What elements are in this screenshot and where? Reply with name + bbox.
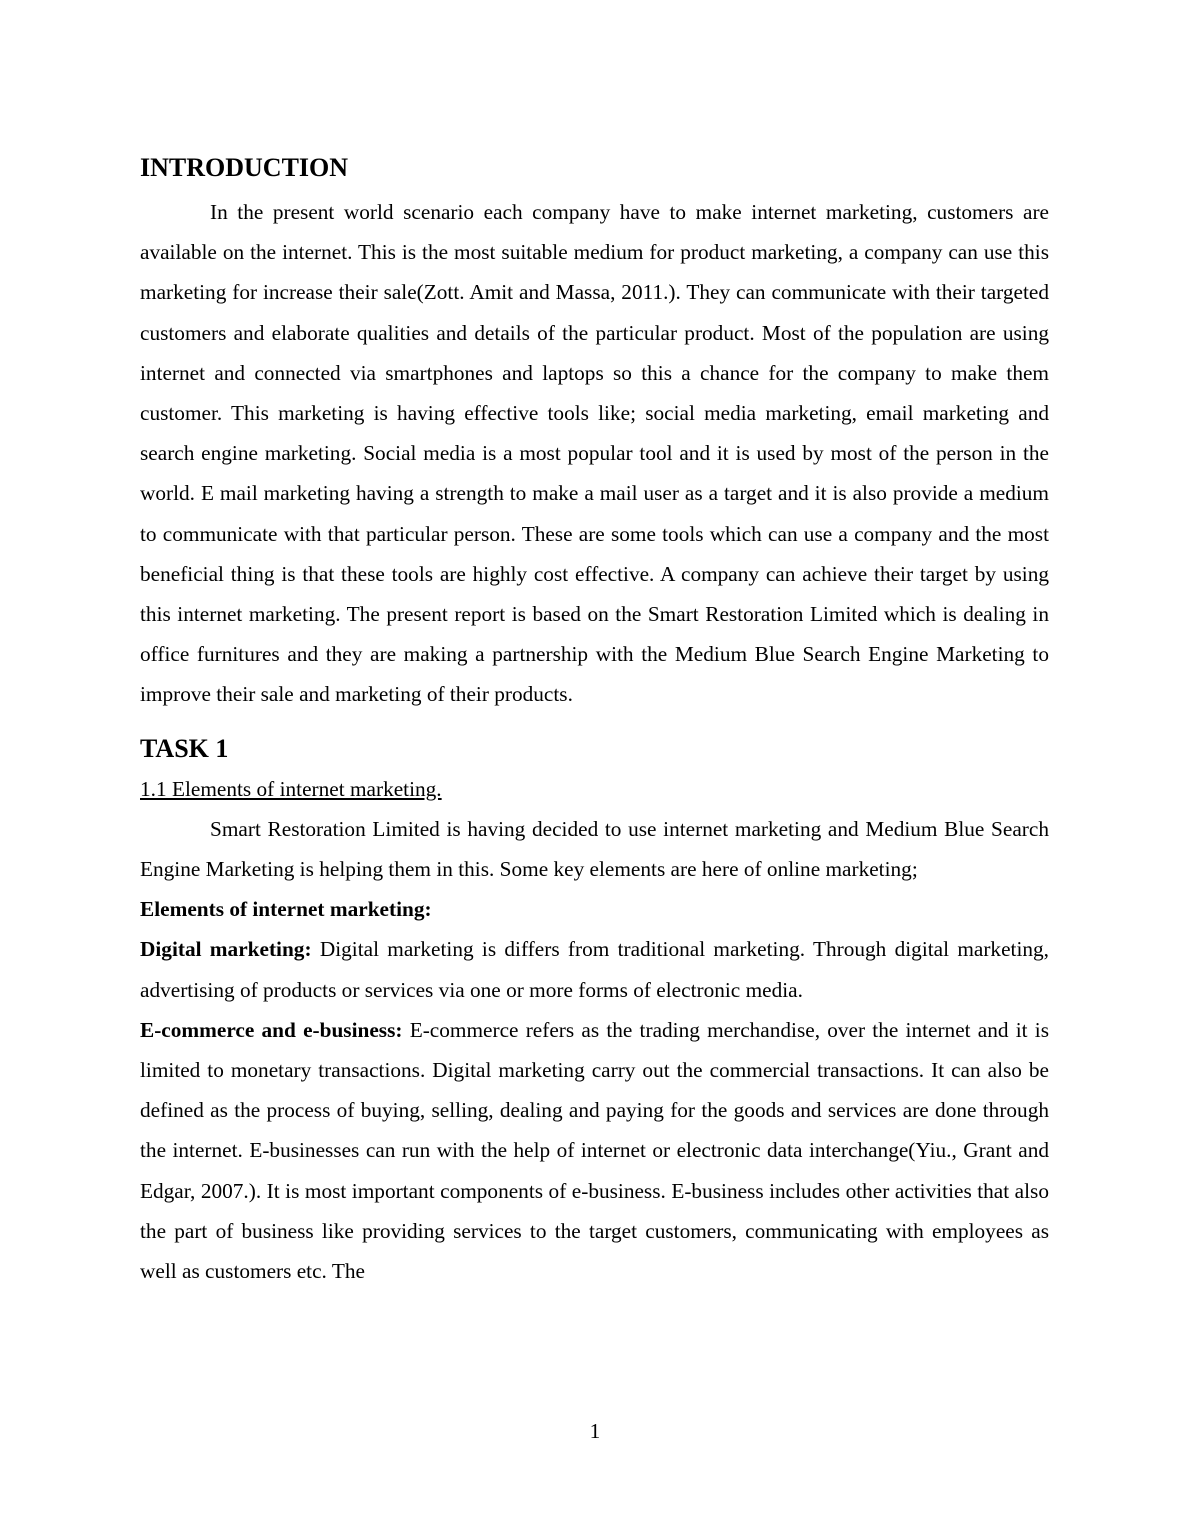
document-page	[140, 148, 1049, 1291]
digital-marketing-label: Digital marketing:	[140, 937, 312, 962]
digital-marketing-text: Digital marketing is differs from traditional marketing. Through digital marketing, advertising of products or services via one or more forms of electronic media.	[140, 937, 1049, 1002]
page-number: 1	[589, 1419, 601, 1443]
task1-heading: TASK 1	[140, 733, 229, 763]
elements-title-text: Elements of internet marketing:	[140, 897, 432, 922]
task1-intro-paragraph: Smart Restoration Limited is having decided to use internet marketing and Medium Blue Search Engine Marketing is helping them in this. Some key elements are here of online marketing;	[140, 816, 1049, 882]
elements-title	[140, 889, 1049, 929]
ecommerce-text: E-commerce refers as the trading merchandise, over the internet and it is limited to monetary transactions. Digital marketing carry out the commercial transactions. It can also be defined as the process of buying, selling, dealing and paying for the goods and services are done through the internet. E-businesses can run with the help of internet or electronic data interchange(Yiu., Grant and Edgar, 2007.). It is most important components of e-business. E-business includes other activities that also the part of business like providing services to the target customers, communicating with employees as well as customers etc. The	[140, 1017, 1050, 1284]
section-1-1-subheading-text: 1.1 Elements of internet marketing.	[140, 776, 442, 801]
section-1-1-subheading	[140, 769, 1049, 809]
introduction-paragraph: In the present world scenario each company have to make internet marketing, customers are available on the internet. This is the most suitable medium for product marketing, a company can use this marketing for increase their sale(Zott. Amit and Massa, 2011.). They can communicate with their targeted customers and elaborate qualities and details of the particular product. Most of the population are using internet and connected via smartphones and laptops so this a chance for the company to make them customer. This marketing is having effective tools like; social media marketing, email marketing and search engine marketing. Social media is a most popular tool and it is used by most of the person in the world. E mail marketing having a strength to make a mail user as a target and it is also provide a medium to communicate with that particular person. These are some tools which can use a company and the most beneficial thing is that these tools are highly cost effective. A company can achieve their target by using this internet marketing. The present report is based on the Smart Restoration Limited which is dealing in office furnitures and they are making a partnership with the Medium Blue Search Engine Marketing to improve their sale and marketing of their products.	[140, 200, 1049, 707]
ecommerce-label: E-commerce and e-business:	[140, 1017, 403, 1042]
ecommerce-paragraph	[140, 1010, 1049, 1291]
introduction-heading: INTRODUCTION	[140, 153, 349, 182]
digital-marketing-paragraph	[140, 929, 1049, 1009]
